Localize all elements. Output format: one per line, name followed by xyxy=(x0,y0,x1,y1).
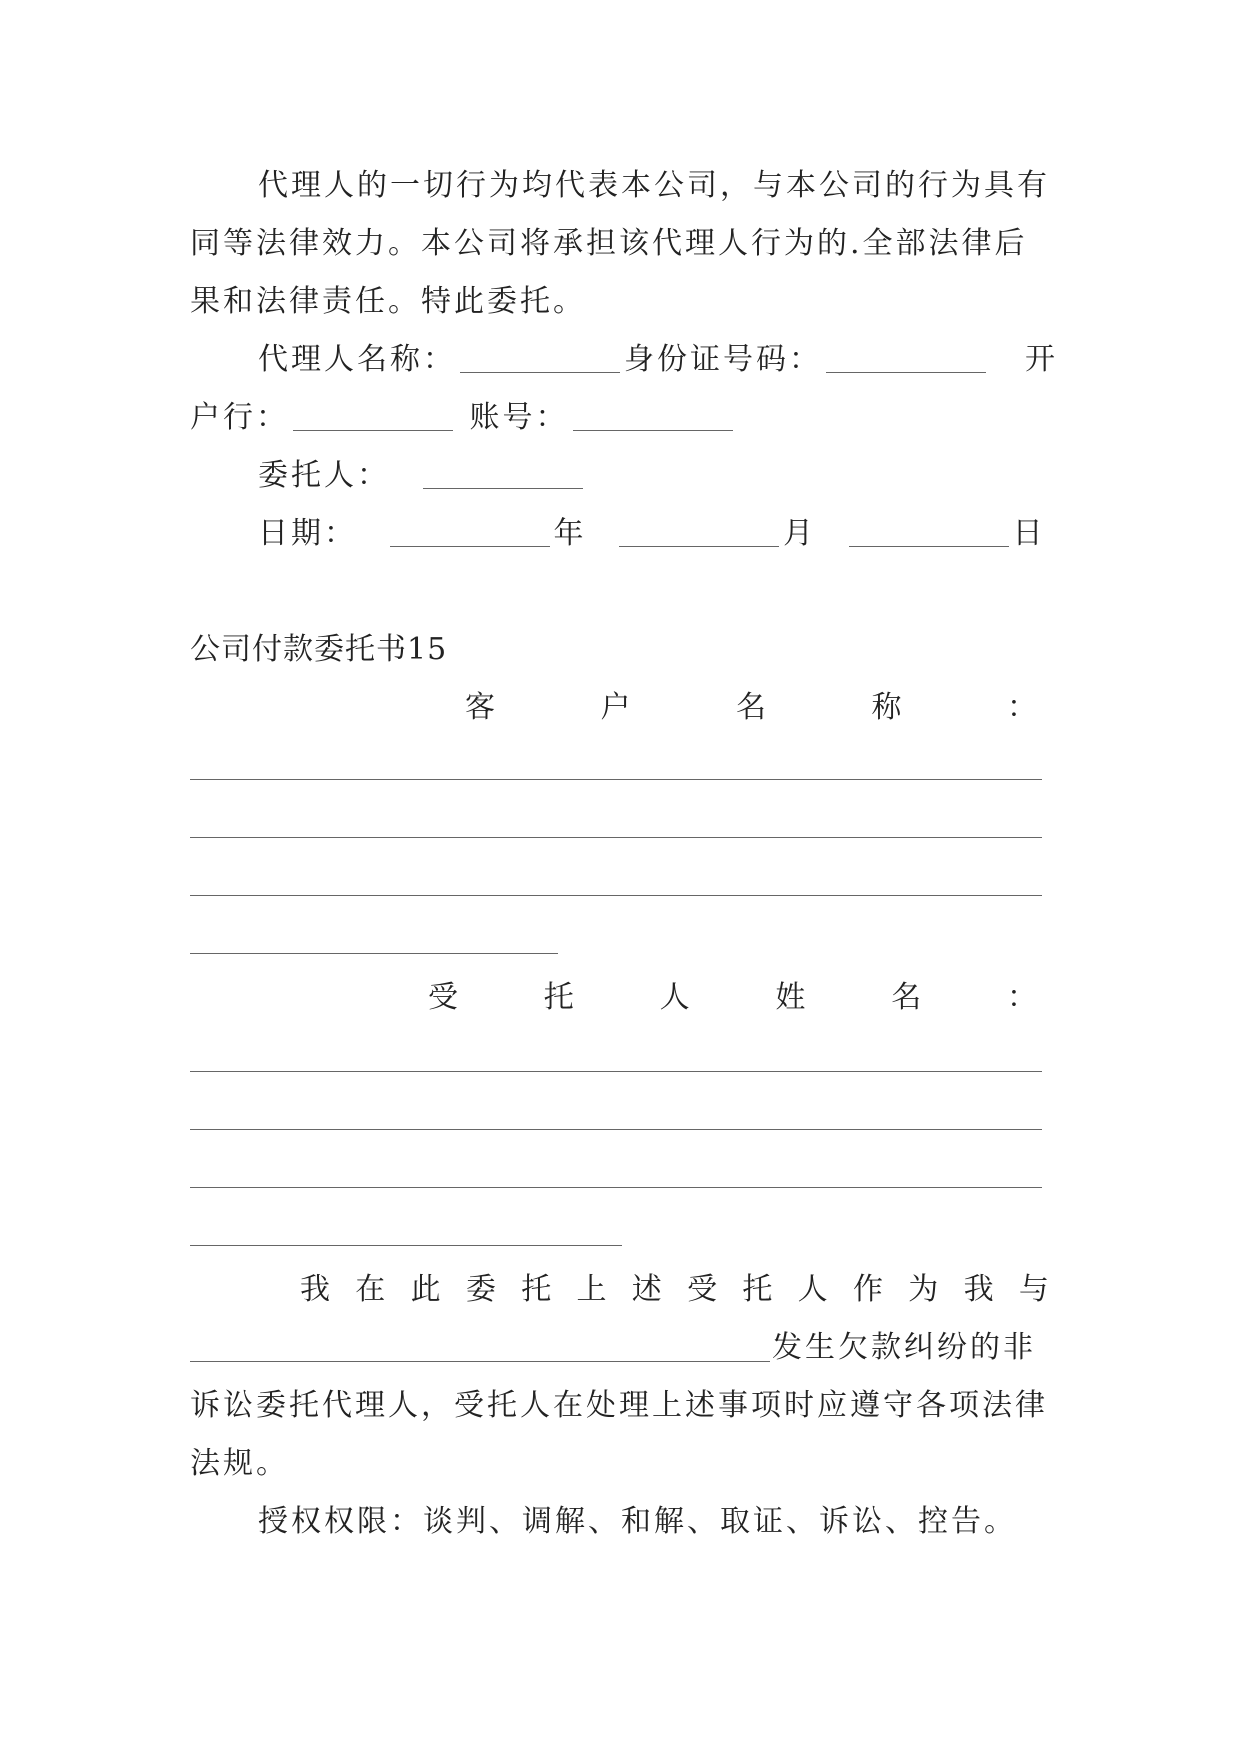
trustee-name-blank[interactable] xyxy=(190,1129,1042,1130)
trustee-name-label xyxy=(428,969,1040,1027)
label-char: 名 xyxy=(736,690,769,725)
id-number-blank[interactable] xyxy=(826,338,986,373)
entrust-char: 受 xyxy=(687,1272,721,1307)
paragraph-line: 果和法律责任。特此委托。 xyxy=(190,284,586,319)
date-label: 日期： xyxy=(258,516,357,551)
account-label: 账号： xyxy=(469,400,569,435)
principal-blank[interactable] xyxy=(423,454,583,489)
principal-line xyxy=(258,447,1058,505)
agent-name-blank[interactable] xyxy=(460,338,620,373)
entrust-line1 xyxy=(300,1261,1052,1319)
bank-label-part2: 户行： xyxy=(190,400,289,435)
entrust-line4: 法规。 xyxy=(190,1446,289,1481)
day-label: 日 xyxy=(1012,516,1046,551)
entrust-char: 人 xyxy=(797,1272,831,1307)
label-char: 客 xyxy=(465,690,498,725)
date-line xyxy=(258,505,1058,563)
day-blank[interactable] xyxy=(849,512,1009,547)
customer-name-blank[interactable] xyxy=(190,837,1042,838)
bank-fields-line xyxy=(190,389,1058,447)
agent-fields-line xyxy=(258,331,1058,389)
trustee-name-blank[interactable] xyxy=(190,1071,1042,1072)
paragraph-line: 代理人的一切行为均代表本公司，与本公司的行为具有 xyxy=(258,168,1050,203)
month-blank[interactable] xyxy=(619,512,779,547)
entrust-char: 我 xyxy=(963,1272,997,1307)
entrust-char: 在 xyxy=(355,1272,389,1307)
label-char: 人 xyxy=(659,980,693,1015)
account-blank[interactable] xyxy=(573,396,733,431)
label-char: 称 xyxy=(871,690,905,725)
label-char: ： xyxy=(1007,690,1040,725)
month-label: 月 xyxy=(783,516,817,551)
year-blank[interactable] xyxy=(390,512,550,547)
label-char: 名 xyxy=(891,980,925,1015)
customer-name-blank[interactable] xyxy=(190,953,558,954)
entrust-char: 作 xyxy=(852,1272,886,1307)
entrust-char: 述 xyxy=(631,1272,665,1307)
entrust-char: 上 xyxy=(576,1272,610,1307)
label-char: 托 xyxy=(543,980,577,1015)
id-number-label: 身份证号码： xyxy=(624,342,822,377)
entrust-char: 委 xyxy=(465,1272,499,1307)
principal-label: 委托人： xyxy=(258,458,390,493)
label-char: ： xyxy=(1006,980,1040,1015)
entrust-char: 与 xyxy=(1018,1272,1052,1307)
customer-name-blank[interactable] xyxy=(190,895,1042,896)
authority-line: 授权权限：谈判、调解、和解、取证、诉讼、控告。 xyxy=(258,1504,1017,1539)
trustee-name-blank[interactable] xyxy=(190,1187,1042,1188)
customer-name-blank[interactable] xyxy=(190,779,1042,780)
entrust-char: 为 xyxy=(908,1272,942,1307)
bank-blank[interactable] xyxy=(293,396,453,431)
paragraph-line: 同等法律效力。本公司将承担该代理人行为的.全部法律后 xyxy=(190,226,1028,261)
entrust-char: 托 xyxy=(742,1272,776,1307)
label-char: 户 xyxy=(600,690,634,725)
entrust-char: 我 xyxy=(300,1272,333,1307)
label-char: 受 xyxy=(428,980,461,1015)
customer-name-label xyxy=(465,679,1040,737)
entrust-line2-suffix: 发生欠款纠纷的非 xyxy=(772,1330,1036,1365)
entrust-char: 此 xyxy=(410,1272,444,1307)
section-title: 公司付款委托书15 xyxy=(190,632,448,667)
trustee-name-blank[interactable] xyxy=(190,1245,622,1246)
year-label: 年 xyxy=(553,516,587,551)
agent-name-label: 代理人名称： xyxy=(258,342,456,377)
bank-label-part1: 开 xyxy=(1025,342,1058,377)
creditor-blank[interactable] xyxy=(190,1361,770,1362)
label-char: 姓 xyxy=(775,980,809,1015)
entrust-line3: 诉讼委托代理人，受托人在处理上述事项时应遵守各项法律 xyxy=(190,1388,1048,1423)
entrust-char: 托 xyxy=(521,1272,555,1307)
